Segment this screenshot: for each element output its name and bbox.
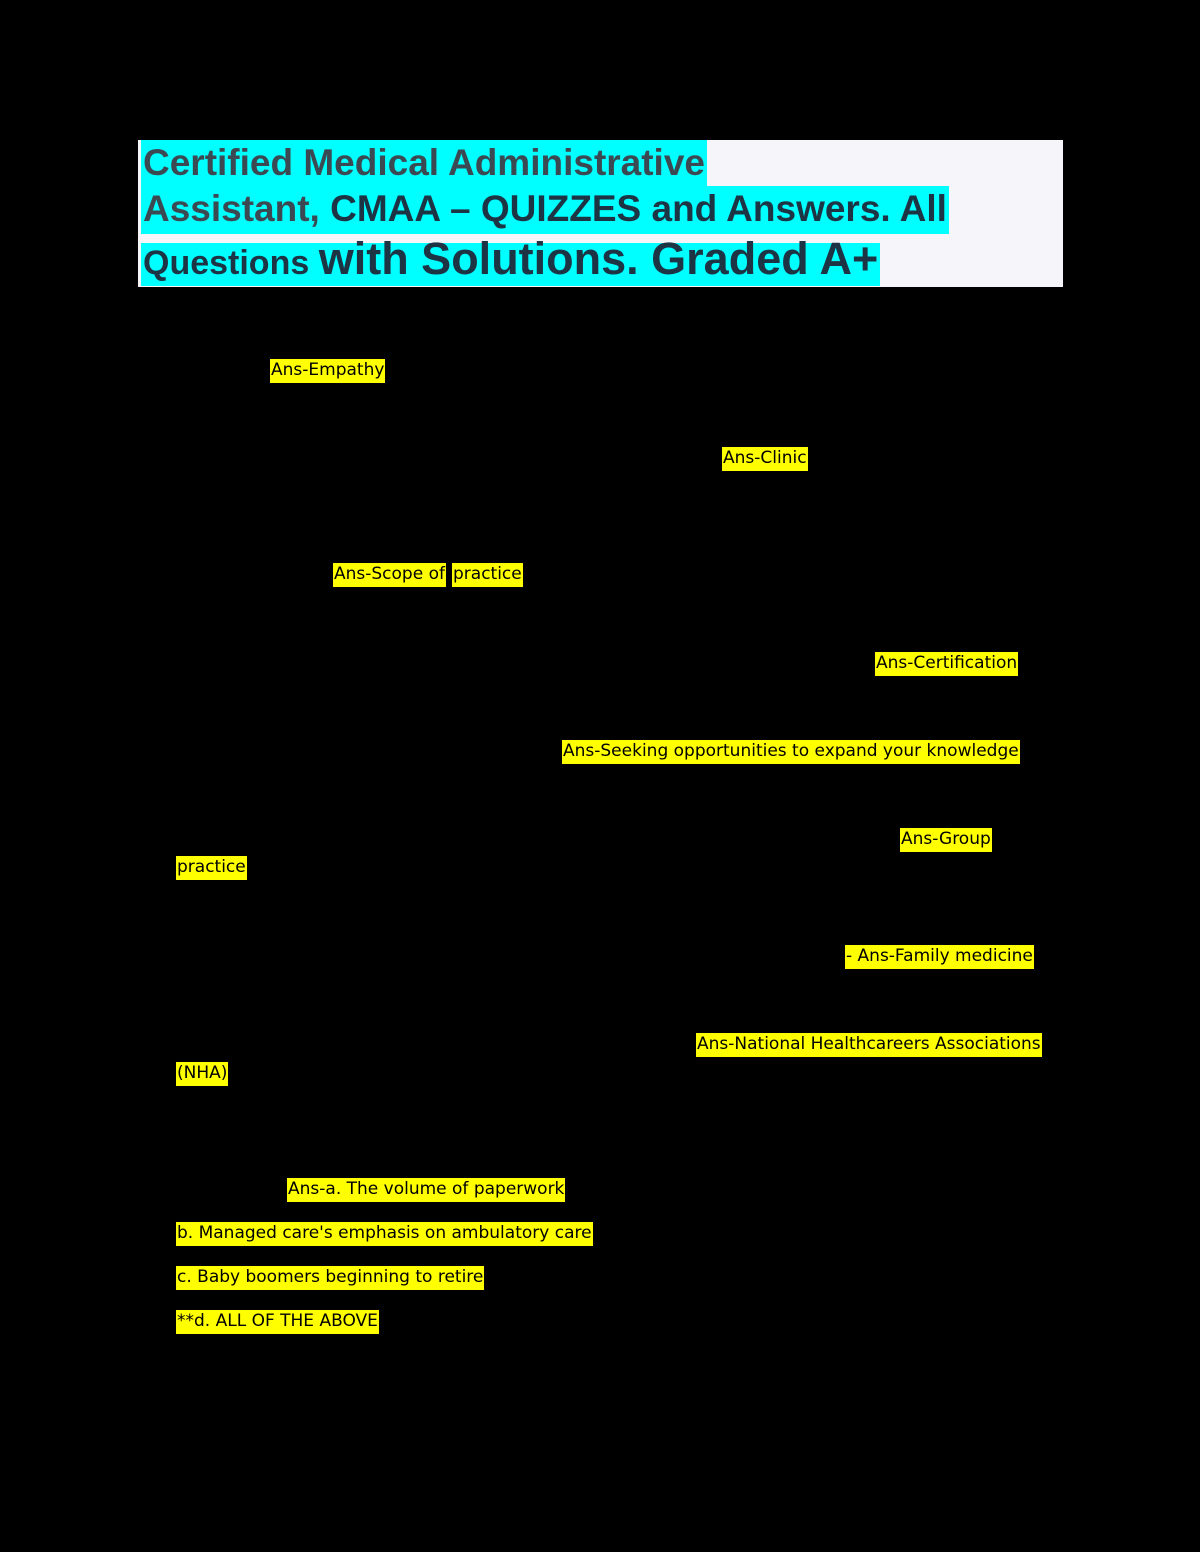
answer-seeking-opportunities: Ans-Seeking opportunities to expand your knowledge bbox=[562, 740, 1020, 764]
document-title-line-2 bbox=[141, 190, 949, 227]
answer-group-practice-line-2: practice bbox=[176, 856, 247, 880]
title-line-2-text-a: Assistant, bbox=[143, 188, 320, 229]
title-line-1-text: Certified Medical Administrative bbox=[141, 140, 707, 188]
answer-nha-line-1: Ans-National Healthcareers Associations bbox=[696, 1033, 1042, 1057]
answer-option-d: **d. ALL OF THE ABOVE bbox=[176, 1310, 379, 1334]
answer-option-b: b. Managed care's emphasis on ambulatory care bbox=[176, 1222, 593, 1246]
title-line-3-text-b: with Solutions. Graded A+ bbox=[318, 233, 879, 284]
answer-nha-line-2: (NHA) bbox=[176, 1062, 228, 1086]
document-title-line-3 bbox=[141, 233, 880, 284]
answer-certification: Ans-Certification bbox=[875, 652, 1018, 676]
answer-family-medicine: - Ans-Family medicine bbox=[845, 945, 1034, 969]
answer-scope-of-practice-a: Ans-Scope of bbox=[333, 563, 446, 587]
answer-empathy: Ans-Empathy bbox=[270, 359, 385, 383]
answer-option-a: Ans-a. The volume of paperwork bbox=[287, 1178, 565, 1202]
document-title-line-1 bbox=[141, 144, 707, 181]
answer-clinic: Ans-Clinic bbox=[722, 447, 808, 471]
answer-group-practice-line-1: Ans-Group bbox=[900, 828, 992, 852]
title-line-3-text-a: Questions bbox=[143, 244, 319, 282]
answer-scope-of-practice-b: practice bbox=[452, 563, 523, 587]
title-line-2-text-b: CMAA – QUIZZES and Answers. All bbox=[319, 188, 947, 229]
answer-option-c: c. Baby boomers beginning to retire bbox=[176, 1266, 484, 1290]
